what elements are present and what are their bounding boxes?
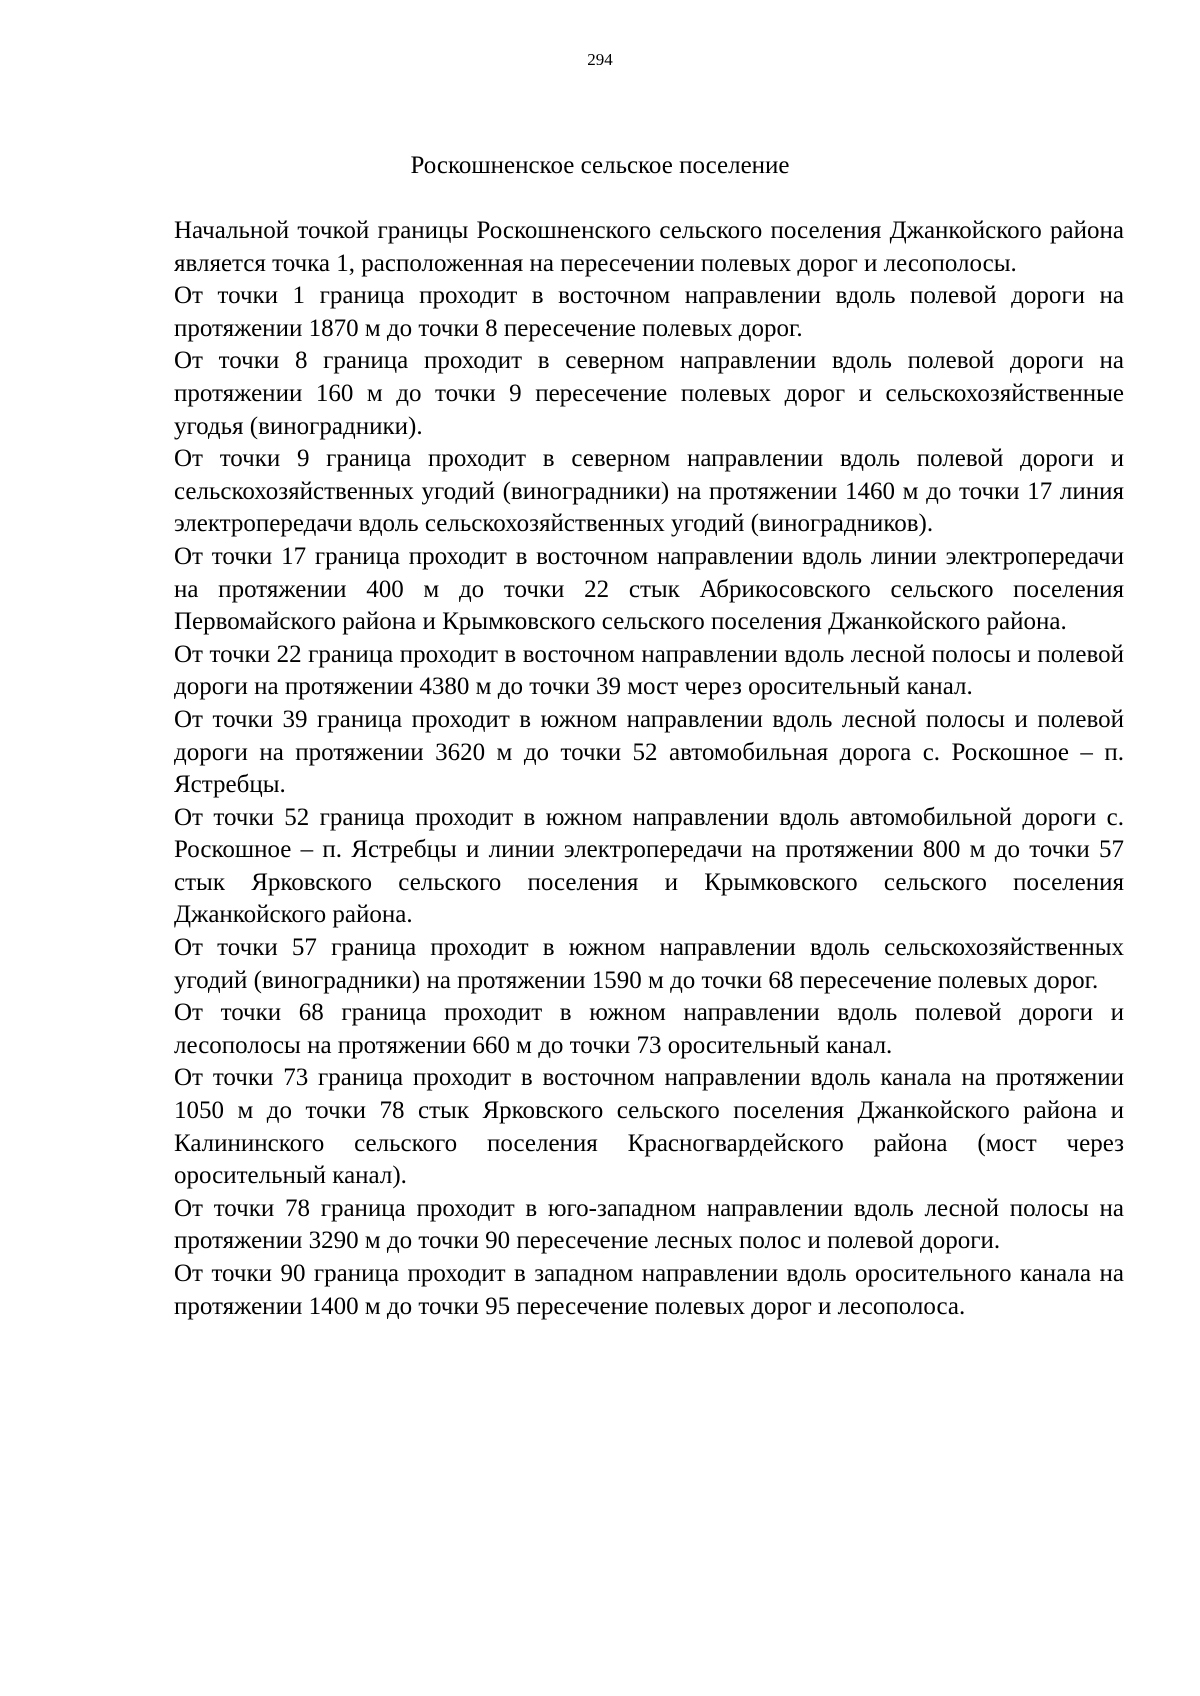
paragraph: От точки 9 граница проходит в северном направлении вдоль полевой дороги и сельскохозяйственных угодий (виноградники) на протяжении 1460 м до точки 17 линия электропередачи вдоль сельскохозяйственных угодий (виноградников). [174, 445, 1124, 538]
paragraph: От точки 90 граница проходит в западном направлении вдоль оросительного канала на протяжении 1400 м до точки 95 пересечение полевых дорог и лесополоса. [174, 1260, 1124, 1320]
paragraph: От точки 1 граница проходит в восточном направлении вдоль полевой дороги на протяжении 1870 м до точки 8 пересечение полевых дорог. [174, 282, 1124, 342]
paragraph: От точки 52 граница проходит в южном направлении вдоль автомобильной дороги с. Роскошное – п. Ястребцы и линии электропередачи на протяжении 800 м до точки 57 стык Ярковского сельского поселения и Крымковского сельского поселения Джанкойского района. [174, 803, 1124, 929]
paragraph: От точки 73 граница проходит в восточном направлении вдоль канала на протяжении 1050 м до точки 78 стык Ярковского сельского поселения Джанкойского района и Калининского сельского поселения Красногвардейского района (мост через оросительный канал). [174, 1064, 1124, 1190]
paragraph: От точки 8 граница проходит в северном направлении вдоль полевой дороги на протяжении 160 м до точки 9 пересечение полевых дорог и сельскохозяйственные угодья (виноградники). [174, 347, 1124, 440]
paragraph: Начальной точкой границы Роскошненского сельского поселения Джанкойского района является точка 1, расположенная на пересечении полевых дорог и лесополосы. [174, 217, 1124, 277]
paragraph: От точки 57 граница проходит в южном направлении вдоль сельскохозяйственных угодий (виноградники) на протяжении 1590 м до точки 68 пересечение полевых дорог. [174, 934, 1124, 994]
document-body [174, 215, 1124, 1323]
paragraph: От точки 39 граница проходит в южном направлении вдоль лесной полосы и полевой дороги на протяжении 3620 м до точки 52 автомобильная дорога с. Роскошное – п. Ястребцы. [174, 705, 1124, 799]
paragraph: От точки 17 граница проходит в восточном направлении вдоль линии электропередачи на протяжении 400 м до точки 22 стык Абрикосовского сельского поселения Первомайского района и Крымковского сельского поселения Джанкойского района. [174, 542, 1124, 636]
paragraph: От точки 22 граница проходит в восточном направлении вдоль лесной полосы и полевой дороги на протяжении 4380 м до точки 39 мост через оросительный канал. [174, 640, 1124, 701]
paragraph: От точки 68 граница проходит в южном направлении вдоль полевой дороги и лесополосы на протяжении 660 м до точки 73 оросительный канал. [174, 999, 1124, 1059]
document-title: Роскошненское сельское поселение [410, 152, 790, 179]
page-number: 294 [587, 50, 613, 69]
paragraph: От точки 78 граница проходит в юго-западном направлении вдоль лесной полосы на протяжении 3290 м до точки 90 пересечение лесных полос и полевой дороги. [174, 1194, 1124, 1255]
